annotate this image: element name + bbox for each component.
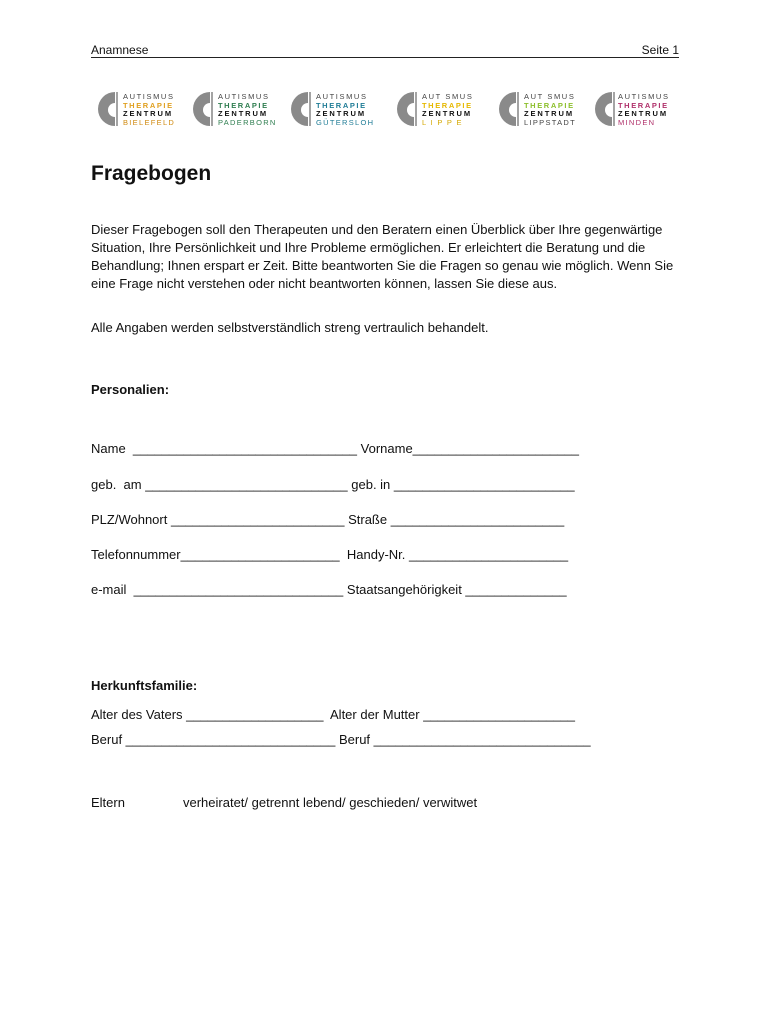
form-row-text: e-mail _____________________________ Staatsangehörigkeit ______________ [91, 582, 567, 597]
logo-lippstadt [497, 88, 589, 130]
logo-line-3: ZENTRUM [618, 109, 668, 119]
logo-line-1: AUTISMUS [316, 92, 368, 101]
logo-city: GÜTERSLOH [316, 117, 375, 127]
logo-city: PADERBORN [218, 117, 277, 127]
form-row-text: Alter des Vaters ___________________ Alter der Mutter _____________________ [91, 707, 576, 722]
logo-city: L I P P E [422, 117, 463, 127]
logo-mark-icon [96, 90, 122, 128]
logo-line-1: AUT SMUS [422, 92, 474, 101]
logo-line-2: THERAPIE [524, 100, 575, 110]
logo-mark-icon [395, 90, 421, 128]
form-row-text: geb. am ____________________________ geb. in _________________________ [91, 477, 575, 492]
logo-city: MINDEN [618, 117, 656, 127]
logo-city: LIPPSTADT [524, 117, 576, 127]
form-row-text: Name _______________________________ Vorname_______________________ [91, 441, 579, 456]
logo-line-2: THERAPIE [123, 100, 174, 110]
header-title: Anamnese [91, 43, 149, 57]
form-row-email[interactable] [91, 582, 567, 597]
logo-guetersloh [289, 88, 381, 130]
form-row-parents-job[interactable] [91, 732, 591, 747]
form-row-address[interactable] [91, 512, 564, 527]
page-header [91, 43, 679, 58]
logo-lippe [395, 88, 487, 130]
logo-line-1: AUT SMUS [524, 92, 576, 101]
logo-line-3: ZENTRUM [316, 109, 366, 119]
form-row-parents-age[interactable] [91, 707, 575, 722]
form-row-text: Beruf _____________________________ Beruf ______________________________ [91, 732, 591, 747]
logo-line-3: ZENTRUM [422, 109, 472, 119]
logo-line-3: ZENTRUM [524, 109, 574, 119]
logo-line-1: AUTISMUS [218, 92, 270, 101]
logo-line-1: AUTISMUS [123, 92, 175, 101]
page-number: Seite 1 [641, 43, 679, 57]
eltern-status-options: verheiratet/ getrennt lebend/ geschieden/ verwitwet [183, 795, 478, 810]
logo-mark-icon [191, 90, 217, 128]
form-row-text: PLZ/Wohnort ________________________ Straße ________________________ [91, 512, 565, 527]
form-row-parents-status[interactable] [91, 795, 478, 810]
eltern-label: Eltern [91, 795, 125, 810]
confidentiality-note: Alle Angaben werden selbstverständlich streng vertraulich behandelt. [91, 320, 489, 335]
logo-line-2: THERAPIE [316, 100, 367, 110]
intro-paragraph: Dieser Fragebogen soll den Therapeuten und den Beratern einen Überblick über Ihre gegenwärtige Situation, Ihre Persönlichkeit und Ihre Probleme ermöglichen. Er erleichtert die Beratung und die Behandlung; Ihnen erspart er Zeit. Bitte beantworten Sie die Fragen so genau wie möglich. Wenn Sie eine Frage nicht verstehen oder nicht beantworten können, lassen Sie diese aus. [91, 222, 674, 291]
form-row-birth[interactable] [91, 477, 575, 492]
logo-minden [593, 88, 677, 130]
logo-bielefeld [96, 88, 188, 130]
logo-mark-icon [497, 90, 523, 128]
form-row-phone[interactable] [91, 547, 568, 562]
logo-line-1: AUTISMUS [618, 92, 670, 101]
logo-strip [96, 88, 676, 130]
logo-mark-icon [593, 90, 619, 128]
logo-line-2: THERAPIE [422, 100, 473, 110]
logo-mark-icon [289, 90, 315, 128]
logo-city: BIELEFELD [123, 117, 176, 127]
logo-line-3: ZENTRUM [123, 109, 173, 119]
logo-line-2: THERAPIE [618, 100, 669, 110]
logo-line-2: THERAPIE [218, 100, 269, 110]
section-heading-herkunftsfamilie: Herkunftsfamilie: [91, 678, 198, 693]
form-row-text: Telefonnummer______________________ Handy-Nr. ______________________ [91, 547, 569, 562]
form-row-name[interactable] [91, 441, 579, 456]
logo-paderborn [191, 88, 283, 130]
page-title: Fragebogen [91, 162, 212, 185]
logo-line-3: ZENTRUM [218, 109, 268, 119]
section-heading-personalien: Personalien: [91, 382, 170, 397]
